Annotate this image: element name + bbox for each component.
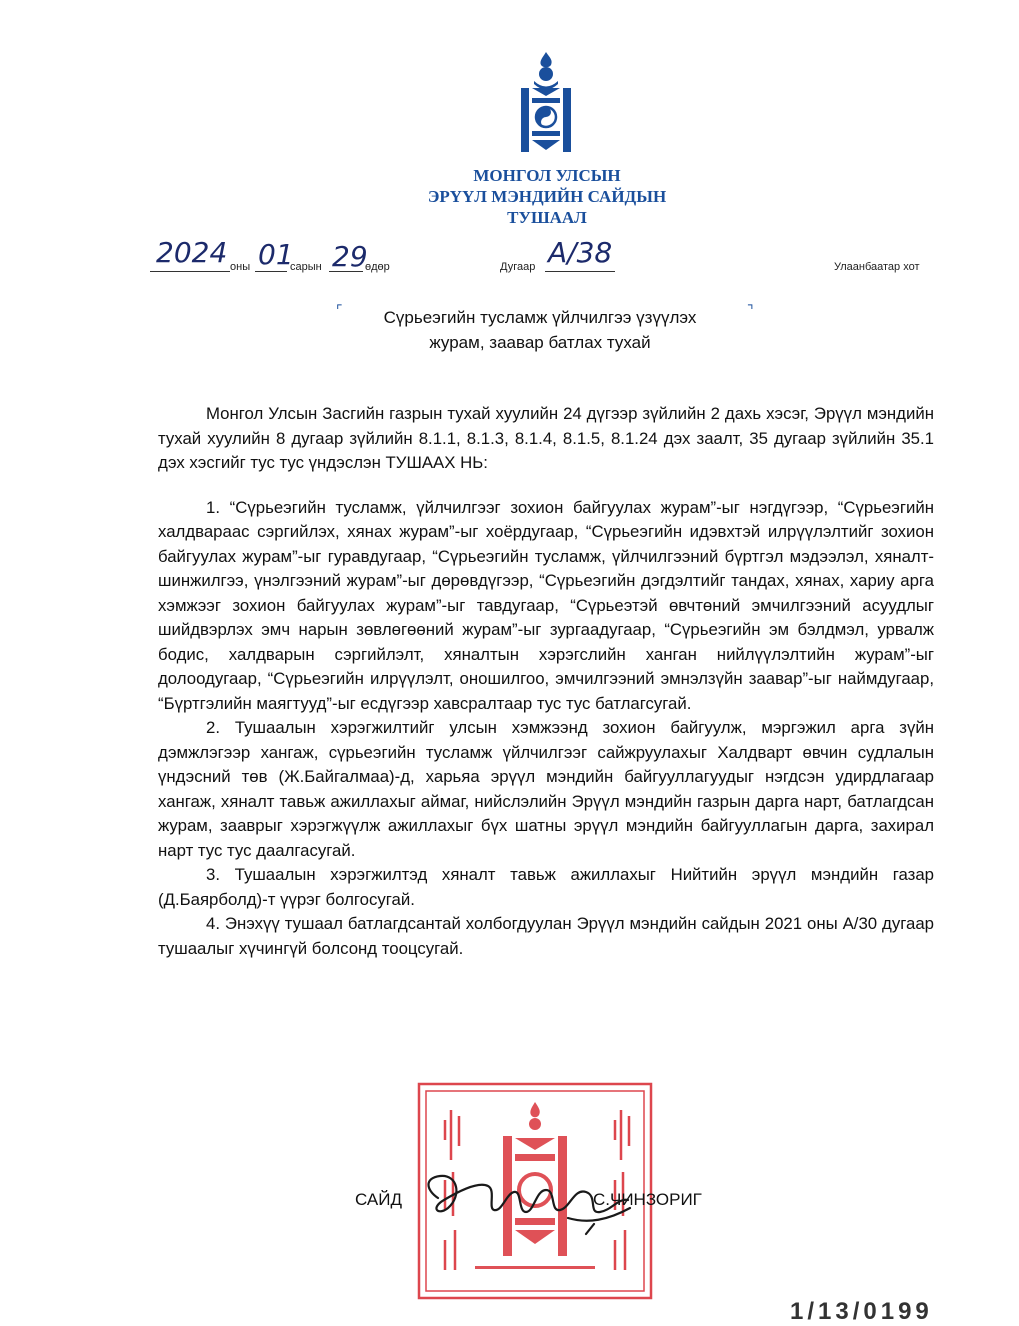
item-4-paragraph: 4. Энэхүү тушаал батлагдсантай холбогдуулан Эрүүл мэндийн сайдын 2021 оны А/30 дугаар тушаалыг хүчингүй болсонд тооцсугай. (158, 914, 934, 958)
soyombo-emblem-icon (515, 50, 577, 162)
subject-bracket-right: ⌝ (747, 302, 754, 318)
subject-line-2: журам, заавар батлах тухай (429, 333, 651, 352)
date-month-suffix: сарын (290, 261, 322, 273)
date-day-suffix: өдөр (365, 261, 390, 273)
item-1-paragraph: 1. “Сүрьеэгийн тусламж, үйлчилгээг зохион байгуулах журам”-ыг нэгдүгээр, “Сүрьеэгийн халдвараас сэргийлэх, хянах журам”-ыг хоёрдугаар, “Сүрьеэгийн идэвхтэй илрүүлэлтийг зохион байгуулах журам”-ыг гуравдугаар, “Сүрьеэгийн тусламж, үйлчилгээний бүртгэл мэдээлэл, хяналт-шинжилгээ, үнэлгээний журам”-ыг дөрөвдүгээр, “Сүрьеэгийн дэгдэлтийг тандах, хянах, хариу арга хэмжээг зохион байгуулах журам”-ыг тавдугаар, “Сүрьеэтэй өвчтөний эмчилгээний асуудлыг шийдвэрлэх эмч нарын зөвлөгөөний журам”-ыг зургаадугаар, “Сүрьеэгийн эм бэлдмэл, урвалж бодис, халдварын сэргийлэлт, хяналтын хэрэгслийн ханган нийлүүлэлтийн журам”-ыг долоодугаар, “Сүрьеэгийн илрүүлэлт, оношилгоо, эмчилгээний эмнэлзүйн заавар”-ыг наймдугаар, “Бүртгэлийн маягтууд”-ыг есдүгээр хавсралтаар тус тус батлагсугай. (158, 497, 934, 713)
signatory-title: САЙД (355, 1190, 402, 1209)
month-underline (255, 271, 287, 272)
city-label: Улаанбаатар хот (834, 261, 920, 273)
number-underline (545, 271, 615, 272)
registration-number: 1/13/0199 (790, 1298, 933, 1325)
year-underline (150, 271, 230, 272)
signatory-name: С.ЧИНЗОРИГ (593, 1190, 702, 1209)
item-3-paragraph: 3. Тушаалын хэрэгжилтэд хяналт тавьж ажиллахыг Нийтийн эрүүл мэндийн газар (Д.Баярболд)-т үүрэг болгосугай. (158, 865, 934, 909)
handwritten-signature (418, 1168, 643, 1238)
subject-line-1: Сүрьеэгийн тусламж үйлчилгээ үзүүлэх (383, 308, 697, 327)
item-2-paragraph: 2. Тушаалын хэрэгжилтийг улсын хэмжээнд зохион байгуулж, мэргэжил арга зүйн дэмжлэгээр хангаж, сүрьеэгийн тусламж үйлчилгээг сайжруулахыг Халдварт өвчин судлалын үндэсний төв (Ж.Байгалмаа)-д, харьяа эрүүл мэндийн байгууллагуудыг нэгдсэн удирдлагаар хангаж, хяналт тавьж ажиллахыг аймаг, нийслэлийн Эрүүл мэндийн газрын дарга нарт, батлагдсан журам, зааврыг хэрэгжүүлж ажиллахыг бүх шатны эрүүл мэндийн байгууллагын дарга, захирал нарт тус тус даалгасугай. (158, 718, 934, 860)
header-country: МОНГОЛ УЛСЫН (473, 166, 621, 185)
preamble-paragraph: Монгол Улсын Засгийн газрын тухай хуулийн 24 дүгээр зүйлийн 2 дахь хэсэг, Эрүүл мэндийн тухай хуулийн 8 дугаар зүйлийн 8.1.1, 8.1.3, 8.1.4, 8.1.5, 8.1.24 дэх заалт, 35 дугаар зүйлийн 35.1 дэх хэсгийг тус тус үндэслэн ТУШААХ НЬ: (158, 404, 934, 472)
subject-bracket-left: ⌜ (336, 302, 343, 318)
header-doc-type: ТУШААЛ (507, 208, 587, 227)
date-day: 29 (332, 240, 368, 273)
number-label: Дугаар (500, 261, 536, 273)
date-month: 01 (258, 238, 294, 271)
date-year: 2024 (156, 236, 228, 269)
order-number: А/38 (548, 236, 613, 269)
order-body (158, 402, 934, 961)
header-ministry: ЭРҮҮЛ МЭНДИЙН САЙДЫН (427, 187, 667, 206)
date-year-suffix: оны (230, 261, 251, 273)
day-underline (329, 271, 363, 272)
